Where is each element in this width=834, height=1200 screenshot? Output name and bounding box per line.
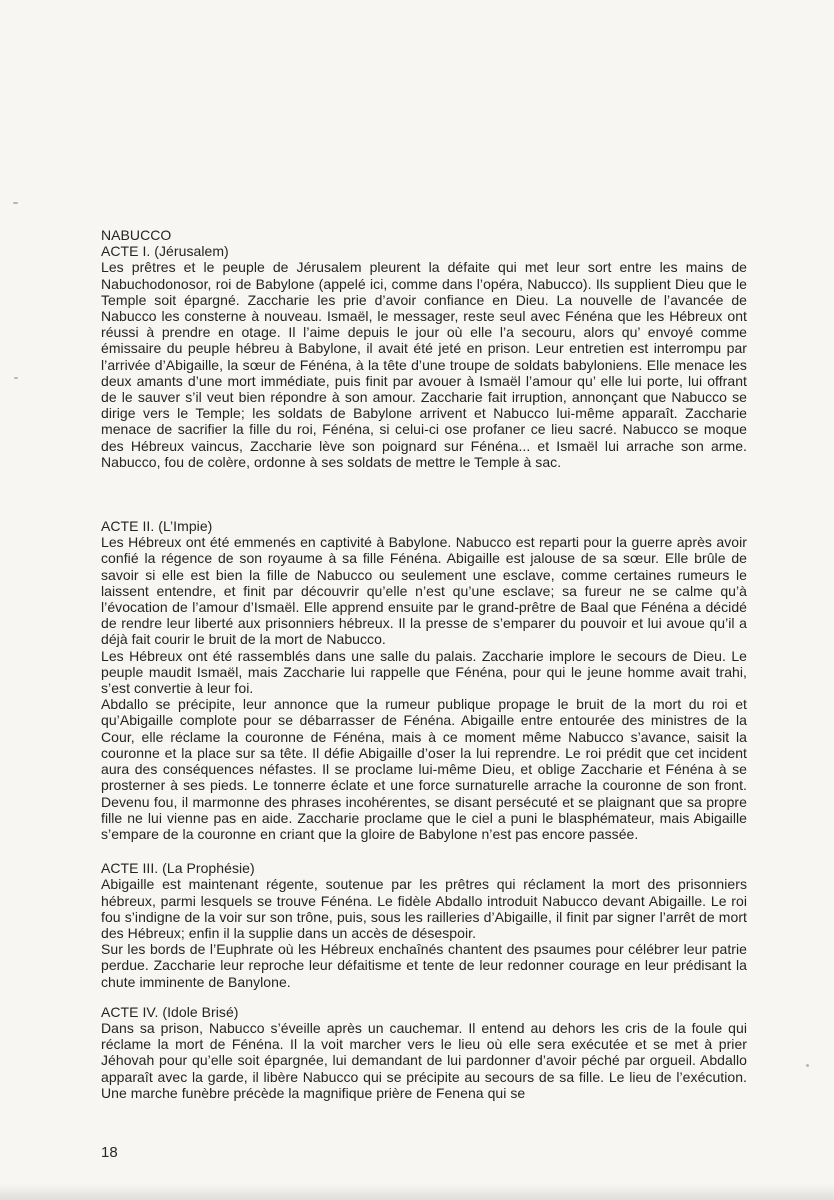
act-4-section bbox=[101, 1004, 747, 1101]
act-1-heading: ACTE I. (Jérusalem) bbox=[101, 243, 229, 260]
act-3-section bbox=[101, 860, 747, 990]
act-2-paragraph-1: Les Hébreux ont été emmenés en captivité à Babylone. Nabucco est reparti pour la guerre après avoir confié la régence de son royaume à sa fille Fénéna. Abigaille est jalouse de sa sœur. Elle brûle de savoir si elle est bien la fille de Nabucco ou seulement une esclave, comme certaines rumeurs le laissent entendre, et finit par découvrir qu’elle n’est qu’une esclave; sa fureur ne se calme qu’à l’évocation de l’amour d’Ismaël. Elle apprend ensuite par le grand-prêtre de Baal que Fénéna a décidé de rendre leur liberté aux prisonniers hébreux. Il la presse de s’emparer du pouvoir et lui avoue qu’il a déjà fait courir le bruit de la mort de Nabucco. bbox=[101, 534, 747, 648]
opera-title: NABUCCO bbox=[101, 227, 172, 243]
page-number: 18 bbox=[101, 1144, 118, 1161]
synopsis-text-block bbox=[101, 227, 747, 1101]
scan-bottom-edge-shadow bbox=[0, 1184, 834, 1200]
act-1-paragraph-1: Les prêtres et le peuple de Jérusalem pleurent la défaite qui met leur sort entre les mains de Nabuchodonosor, roi de Babylone (appelé ici, comme dans l’opéra, Nabucco). Ils supplient Dieu que le Temple soit épargné. Zaccharie les prie d’avoir confiance en Dieu. La nouvelle de l’avancée de Nabucco les consterne à nouveau. Ismaël, le messager, reste seul avec Fénéna que les Hébreux ont réussi à prendre en otage. Il l’aime depuis le jour où elle l’a secouru, alors qu’ envoyé comme émissaire du peuple hébreu à Babylone, il avait été jeté en prison. Leur entretien est interrompu par l’arrivée d’Abigaille, la sœur de Fénéna, à la tête d’une troupe de soldats babyloniens. Elle menace les deux amants d’une mort immédiate, puis finit par avouer à Ismaël l’amour qu’ elle lui porte, lui offrant de le sauver s’il veut bien répondre à son amour. Zaccharie fait irruption, annonçant que Nabucco se dirige vers le Temple; les soldats de Babylone arrivent et Nabucco lui-même apparaît. Zaccharie menace de sacrifier la fille du roi, Fénéna, si celui-ci ose profaner ce lieu sacré. Nabucco se moque des Hébreux vaincus, Zaccharie lève son poignard sur Fénéna... et Ismaël lui arrache son arme. Nabucco, fou de colère, ordonne à ses soldats de mettre le Temple à sac. bbox=[101, 259, 747, 470]
act-2-heading: ACTE II. (L’Impie) bbox=[101, 518, 213, 535]
scan-speck bbox=[14, 377, 18, 379]
act-4-paragraph-1: Dans sa prison, Nabucco s’éveille après un cauchemar. Il entend au dehors les cris de la foule qui réclame la mort de Fénéna. Il la voit marcher vers le lieu où elle sera exécutée et se met à prier Jéhovah pour qu’elle soit épargnée, lui demandant de lui pardonner d’avoir péché par orgueil. Abdallo apparaît avec la garde, il libère Nabucco qui se précipite au secours de sa fille. Le lieu de l’exécution. Une marche funèbre précède la magnifique prière de Fenena qui se bbox=[101, 1019, 747, 1101]
scan-speck bbox=[13, 202, 18, 204]
act-3-paragraph-1: Abigaille est maintenant régente, soutenue par les prêtres qui réclament la mort des prisonniers hébreux, parmi lesquels se trouve Fénéna. Le fidèle Abdallo introduit Nabucco devant Abigaille. Le roi fou s’indigne de la voir sur son trône, puis, sous les railleries d’Abigaille, il finit par signer l’arrêt de mort des Hébreux; enfin il la supplie dans un accès de désespoir. bbox=[101, 876, 747, 941]
scan-speck bbox=[806, 1064, 809, 1067]
act-2-paragraph-2: Les Hébreux ont été rassemblés dans une salle du palais. Zaccharie implore le secours de Dieu. Le peuple maudit Ismaël, mais Zaccharie lui rappelle que Fénéna, pour qui le jeune homme avait trahi, s’est convertie à leur foi. bbox=[101, 647, 747, 697]
act-1-section bbox=[101, 243, 747, 470]
act-4-heading: ACTE IV. (Idole Brisé) bbox=[101, 1003, 239, 1020]
act-3-paragraph-2: Sur les bords de l’Euphrate où les Hébreux enchaînés chantent des psaumes pour célébrer leur patrie perdue. Zaccharie leur reproche leur défaitisme et tente de leur redonner courage en leur prédisant la chute imminente de Banylone. bbox=[101, 941, 747, 990]
act-2-paragraph-3: Abdallo se précipite, leur annonce que la rumeur publique propage le bruit de la mort du roi et qu’Abigaille complote pour se débarrasser de Fénéna. Abigaille entre entourée des ministres de la Cour, elle réclame la couronne de Fénéna, mais à ce moment même Nabucco s’avance, saisit la couronne et la place sur sa tête. Il défie Abigaille d’oser la lui reprendre. Le roi prédit que cet incident aura des conséquences néfastes. Il se proclame lui-même Dieu, et oblige Zaccharie et Fénéna à se prosterner à ses pieds. Le tonnerre éclate et une force surnaturelle arrache la couronne de son front. Devenu fou, il marmonne des phrases incohérentes, se disant persécuté et se plaignant que sa propre fille ne lui vienne pas en aide. Zaccharie proclame que le ciel a puni le blasphémateur, mais Abigaille s’empare de la couronne en criant que la gloire de Babylone n’est pas encore passée. bbox=[101, 696, 747, 842]
act-3-heading: ACTE III. (La Prophésie) bbox=[101, 860, 255, 877]
act-2-section bbox=[101, 518, 747, 842]
